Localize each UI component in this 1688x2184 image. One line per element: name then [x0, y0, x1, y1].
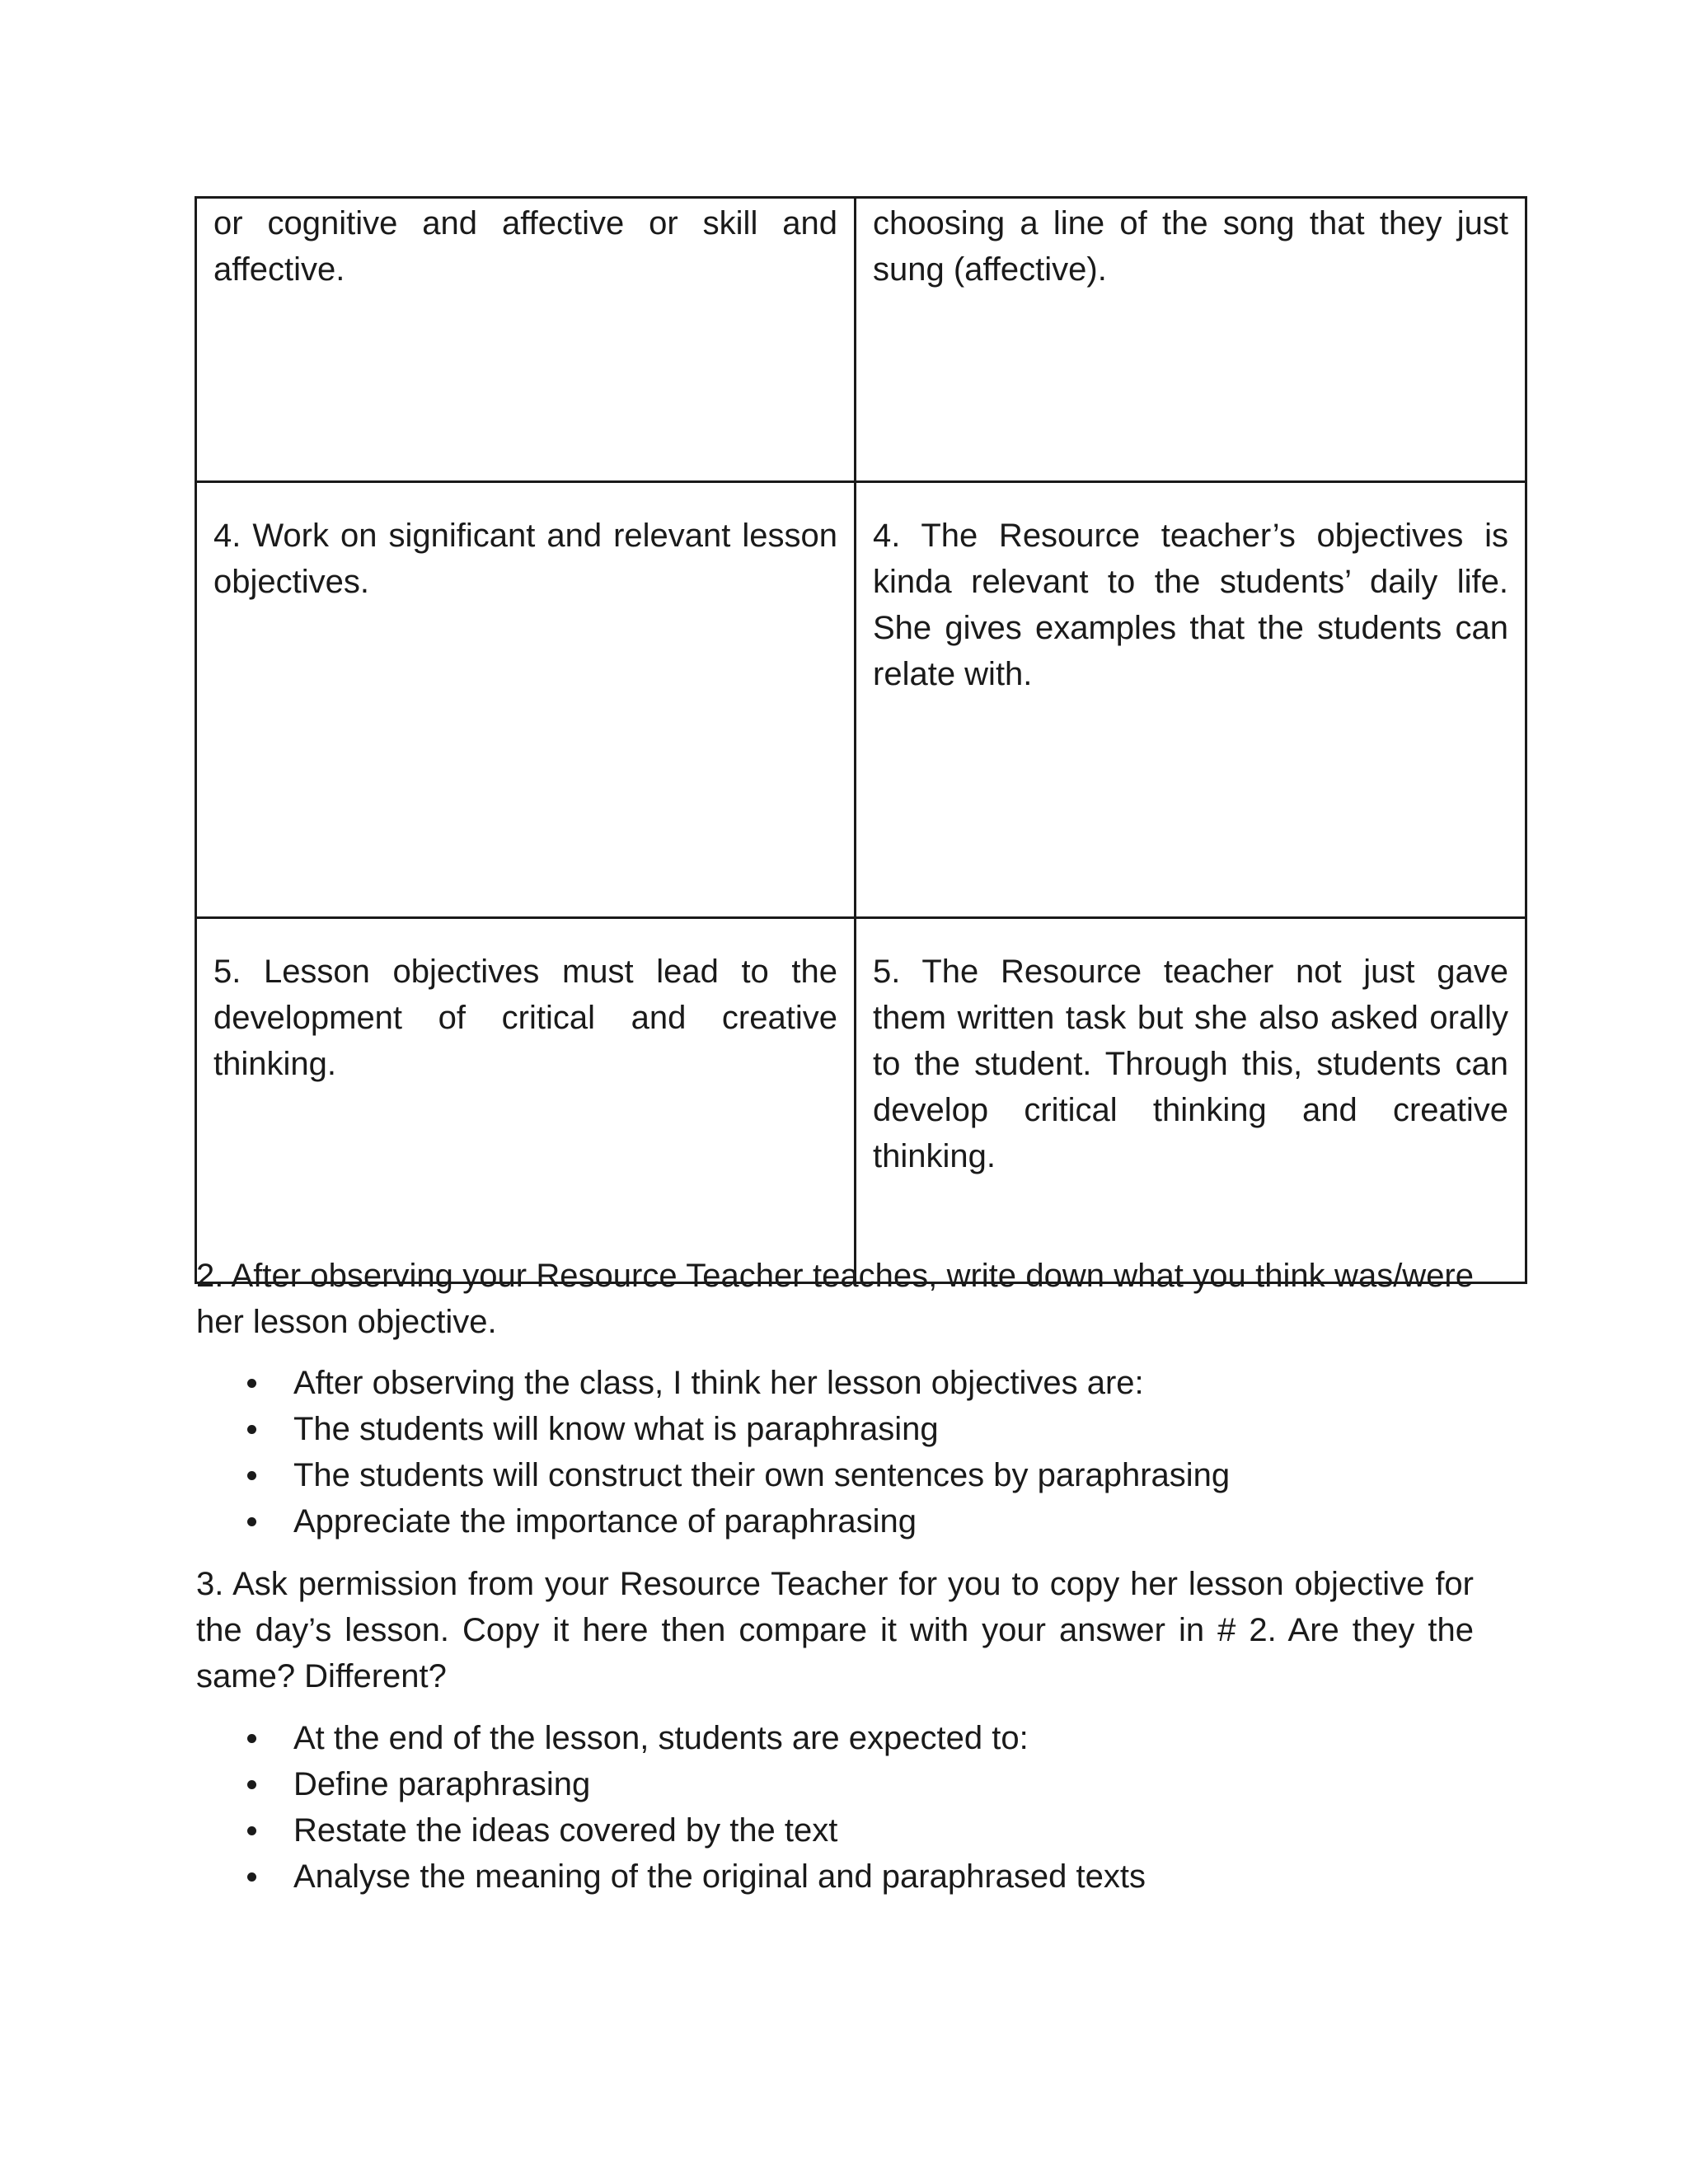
list-item — [196, 1360, 1482, 1406]
question-2-bullet-list — [196, 1360, 1482, 1544]
list-item-text: After observing the class, I think her lesson objectives are: — [293, 1365, 1144, 1401]
bullet-icon — [247, 1780, 256, 1789]
list-item-text: Analyse the meaning of the original and paraphrased texts — [293, 1858, 1146, 1895]
list-item-text: The students will construct their own sentences by paraphrasing — [293, 1457, 1231, 1493]
question-2-text: 2. After observing your Resource Teacher teaches, write down what you think was/were her lesson objective. — [196, 1258, 1474, 1340]
list-item — [196, 1715, 1482, 1761]
table-cell-observation: choosing a line of the song that they just sung (affective). — [856, 198, 1526, 482]
list-item-text: Define paraphrasing — [293, 1766, 591, 1802]
list-item-text: At the end of the lesson, students are expected to: — [293, 1720, 1029, 1756]
list-item — [196, 1452, 1482, 1498]
bullet-icon — [247, 1872, 256, 1882]
table-row — [196, 482, 1526, 918]
table-row — [196, 198, 1526, 482]
table-row — [196, 918, 1526, 1283]
bullet-icon — [247, 1826, 256, 1835]
list-item-text: Restate the ideas covered by the text — [293, 1812, 838, 1849]
question-3-bullet-list — [196, 1715, 1482, 1900]
bullet-icon — [247, 1471, 256, 1480]
list-item — [196, 1807, 1482, 1854]
table-cell-observation: 4. The Resource teacher’s objectives is kinda relevant to the students’ daily life. She gives examples that the students can relate with. — [856, 482, 1526, 918]
bullet-icon — [247, 1379, 256, 1388]
list-item-text: The students will know what is paraphrasing — [293, 1411, 939, 1447]
table-cell-principle: 4. Work on significant and relevant lesson objectives. — [196, 482, 856, 918]
bullet-icon — [247, 1517, 256, 1526]
observation-table — [195, 196, 1527, 1284]
list-item-text: Appreciate the importance of paraphrasing — [293, 1503, 917, 1540]
list-item — [196, 1761, 1482, 1807]
list-item — [196, 1406, 1482, 1452]
table-cell-principle: or cognitive and affective or skill and affective. — [196, 198, 856, 482]
list-item — [196, 1498, 1482, 1544]
bullet-icon — [247, 1425, 256, 1434]
list-item — [196, 1854, 1482, 1900]
table-cell-observation: 5. The Resource teacher not just gave them written task but she also asked orally to the student. Through this, students can develop critical thinking and creative thinking. — [856, 918, 1526, 1283]
question-3-text: 3. Ask permission from your Resource Teacher for you to copy her lesson objective for the day’s lesson. Copy it here then compare it with your answer in # 2. Are they the same? Different? — [196, 1566, 1474, 1694]
table-cell-principle: 5. Lesson objectives must lead to the development of critical and creative thinking. — [196, 918, 856, 1283]
bullet-icon — [247, 1734, 256, 1743]
